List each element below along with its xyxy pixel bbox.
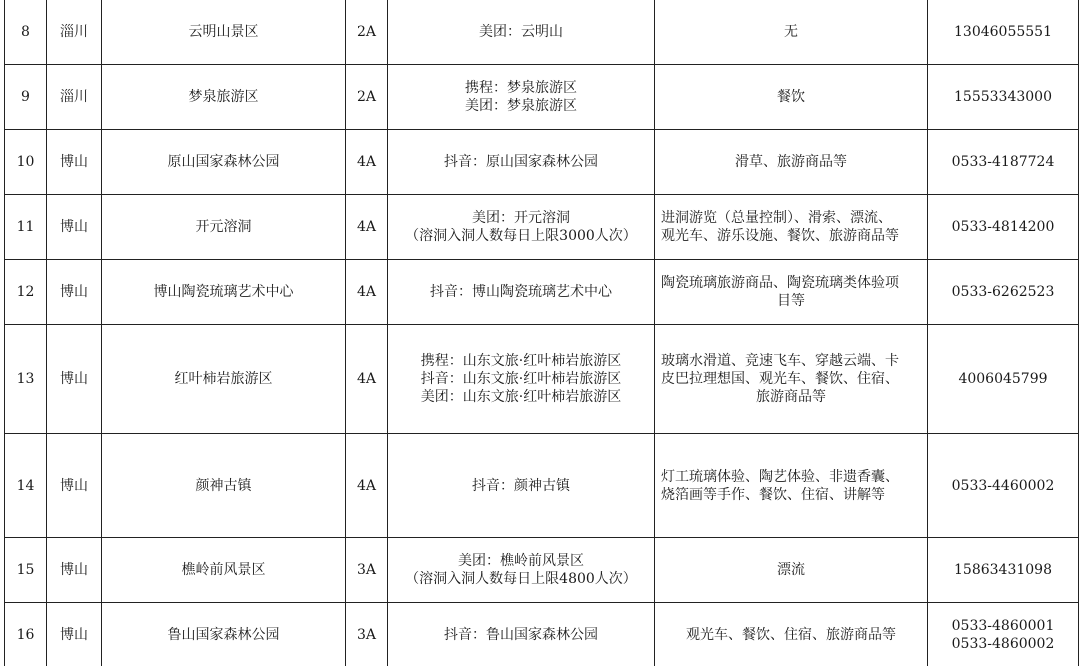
services-cell xyxy=(655,603,928,666)
phone-line: 0533-4814200 xyxy=(951,219,1055,235)
district-cell: 博山 xyxy=(47,260,102,325)
level-cell: 3A xyxy=(346,538,388,603)
table-row xyxy=(5,260,1079,325)
services-cell xyxy=(655,65,928,130)
platform-line: （溶洞入洞人数每日上限4800人次） xyxy=(405,571,637,587)
services-line: 观光车、游乐设施、餐饮、旅游商品等 xyxy=(661,228,899,244)
table-row xyxy=(5,603,1079,666)
services-line: 进洞游览（总量控制）、滑索、漂流、 xyxy=(661,210,892,226)
services-line: 餐饮 xyxy=(777,89,805,105)
services-cell xyxy=(655,195,928,260)
platform-line: 美团：梦泉旅游区 xyxy=(465,98,577,114)
services-line: 烧箔画等手作、餐饮、住宿、讲解等 xyxy=(661,486,885,503)
row-number: 16 xyxy=(5,603,47,666)
phone-cell xyxy=(928,260,1079,325)
scenic-name-cell: 颜神古镇 xyxy=(102,434,346,538)
platform-cell xyxy=(388,325,655,434)
level-cell: 4A xyxy=(346,195,388,260)
phone-cell xyxy=(928,130,1079,195)
district-cell: 博山 xyxy=(47,325,102,434)
phone-cell xyxy=(928,0,1079,65)
scenic-name-cell: 开元溶洞 xyxy=(102,195,346,260)
row-number: 13 xyxy=(5,325,47,434)
scenic-name-cell: 云明山景区 xyxy=(102,0,346,65)
platform-cell xyxy=(388,130,655,195)
row-number: 9 xyxy=(5,65,47,130)
phone-cell xyxy=(928,603,1079,666)
services-line: 无 xyxy=(784,24,798,40)
services-cell xyxy=(655,260,928,325)
platform-line: 携程：梦泉旅游区 xyxy=(465,80,577,96)
phone-line: 15553343000 xyxy=(954,89,1052,105)
services-line: 观光车、餐饮、住宿、旅游商品等 xyxy=(686,627,896,643)
services-line: 灯工琉璃体验、陶艺体验、非遗香囊、 xyxy=(661,468,899,485)
level-cell: 2A xyxy=(346,65,388,130)
platform-cell xyxy=(388,538,655,603)
scenic-name-cell: 博山陶瓷琉璃艺术中心 xyxy=(102,260,346,325)
phone-line: 0533-4460002 xyxy=(951,477,1055,494)
level-cell: 3A xyxy=(346,603,388,666)
row-number: 8 xyxy=(5,0,47,65)
district-cell: 淄川 xyxy=(47,65,102,130)
services-line: 玻璃水滑道、竞速飞车、穿越云端、卡 xyxy=(661,353,899,369)
table-row xyxy=(5,130,1079,195)
district-cell: 博山 xyxy=(47,195,102,260)
district-cell: 博山 xyxy=(47,434,102,538)
row-number: 11 xyxy=(5,195,47,260)
district-cell: 淄川 xyxy=(47,0,102,65)
platform-cell xyxy=(388,603,655,666)
phone-line: 0533-6262523 xyxy=(951,284,1055,300)
services-line: 旅游商品等 xyxy=(756,389,826,405)
scenic-spot-table xyxy=(4,0,1079,666)
district-cell: 博山 xyxy=(47,603,102,666)
scenic-name-cell: 樵岭前风景区 xyxy=(102,538,346,603)
platform-cell xyxy=(388,0,655,65)
row-number: 15 xyxy=(5,538,47,603)
services-line: 目等 xyxy=(777,293,805,309)
level-cell: 4A xyxy=(346,325,388,434)
platform-cell xyxy=(388,195,655,260)
platform-line: 美团：开元溶洞 xyxy=(472,210,570,226)
phone-line: 0533-4860002 xyxy=(951,636,1055,652)
level-cell: 2A xyxy=(346,0,388,65)
services-line: 滑草、旅游商品等 xyxy=(735,154,847,170)
row-number: 12 xyxy=(5,260,47,325)
scenic-name-cell: 梦泉旅游区 xyxy=(102,65,346,130)
phone-line: 13046055551 xyxy=(954,24,1052,40)
phone-cell xyxy=(928,538,1079,603)
services-line: 陶瓷琉璃旅游商品、陶瓷琉璃类体验项 xyxy=(661,275,899,291)
phone-cell xyxy=(928,434,1079,538)
services-line: 皮巴拉理想国、观光车、餐饮、住宿、 xyxy=(661,371,899,387)
row-number: 14 xyxy=(5,434,47,538)
platform-line: 抖音：颜神古镇 xyxy=(472,477,570,494)
services-line: 漂流 xyxy=(777,562,805,578)
platform-line: 美团：云明山 xyxy=(479,24,563,40)
table-body xyxy=(5,0,1079,666)
table-row xyxy=(5,0,1079,65)
phone-cell xyxy=(928,325,1079,434)
services-cell xyxy=(655,538,928,603)
platform-line: 美团：山东文旅·红叶柿岩旅游区 xyxy=(420,389,622,405)
phone-line: 0533-4860001 xyxy=(951,618,1055,634)
phone-cell xyxy=(928,195,1079,260)
table-row xyxy=(5,65,1079,130)
services-cell xyxy=(655,434,928,538)
level-cell: 4A xyxy=(346,434,388,538)
platform-cell xyxy=(388,434,655,538)
level-cell: 4A xyxy=(346,260,388,325)
phone-line: 0533-4187724 xyxy=(951,154,1055,170)
table-row xyxy=(5,195,1079,260)
platform-line: 抖音：原山国家森林公园 xyxy=(444,154,598,170)
platform-cell xyxy=(388,260,655,325)
table-row xyxy=(5,325,1079,434)
scenic-name-cell: 原山国家森林公园 xyxy=(102,130,346,195)
platform-line: 抖音：博山陶瓷琉璃艺术中心 xyxy=(430,284,612,300)
services-cell xyxy=(655,0,928,65)
phone-line: 4006045799 xyxy=(958,371,1048,387)
scenic-name-cell: 鲁山国家森林公园 xyxy=(102,603,346,666)
table-row xyxy=(5,434,1079,538)
services-cell xyxy=(655,130,928,195)
level-cell: 4A xyxy=(346,130,388,195)
services-cell xyxy=(655,325,928,434)
phone-cell xyxy=(928,65,1079,130)
platform-line: 携程：山东文旅·红叶柿岩旅游区 xyxy=(420,353,622,369)
phone-line: 15863431098 xyxy=(954,562,1052,578)
scenic-name-cell: 红叶柿岩旅游区 xyxy=(102,325,346,434)
platform-line: 美团：樵岭前风景区 xyxy=(458,553,584,569)
table-row xyxy=(5,538,1079,603)
platform-line: 抖音：鲁山国家森林公园 xyxy=(444,627,598,643)
platform-line: 抖音：山东文旅·红叶柿岩旅游区 xyxy=(420,371,622,387)
district-cell: 博山 xyxy=(47,538,102,603)
platform-line: （溶洞入洞人数每日上限3000人次） xyxy=(405,228,637,244)
row-number: 10 xyxy=(5,130,47,195)
platform-cell xyxy=(388,65,655,130)
district-cell: 博山 xyxy=(47,130,102,195)
